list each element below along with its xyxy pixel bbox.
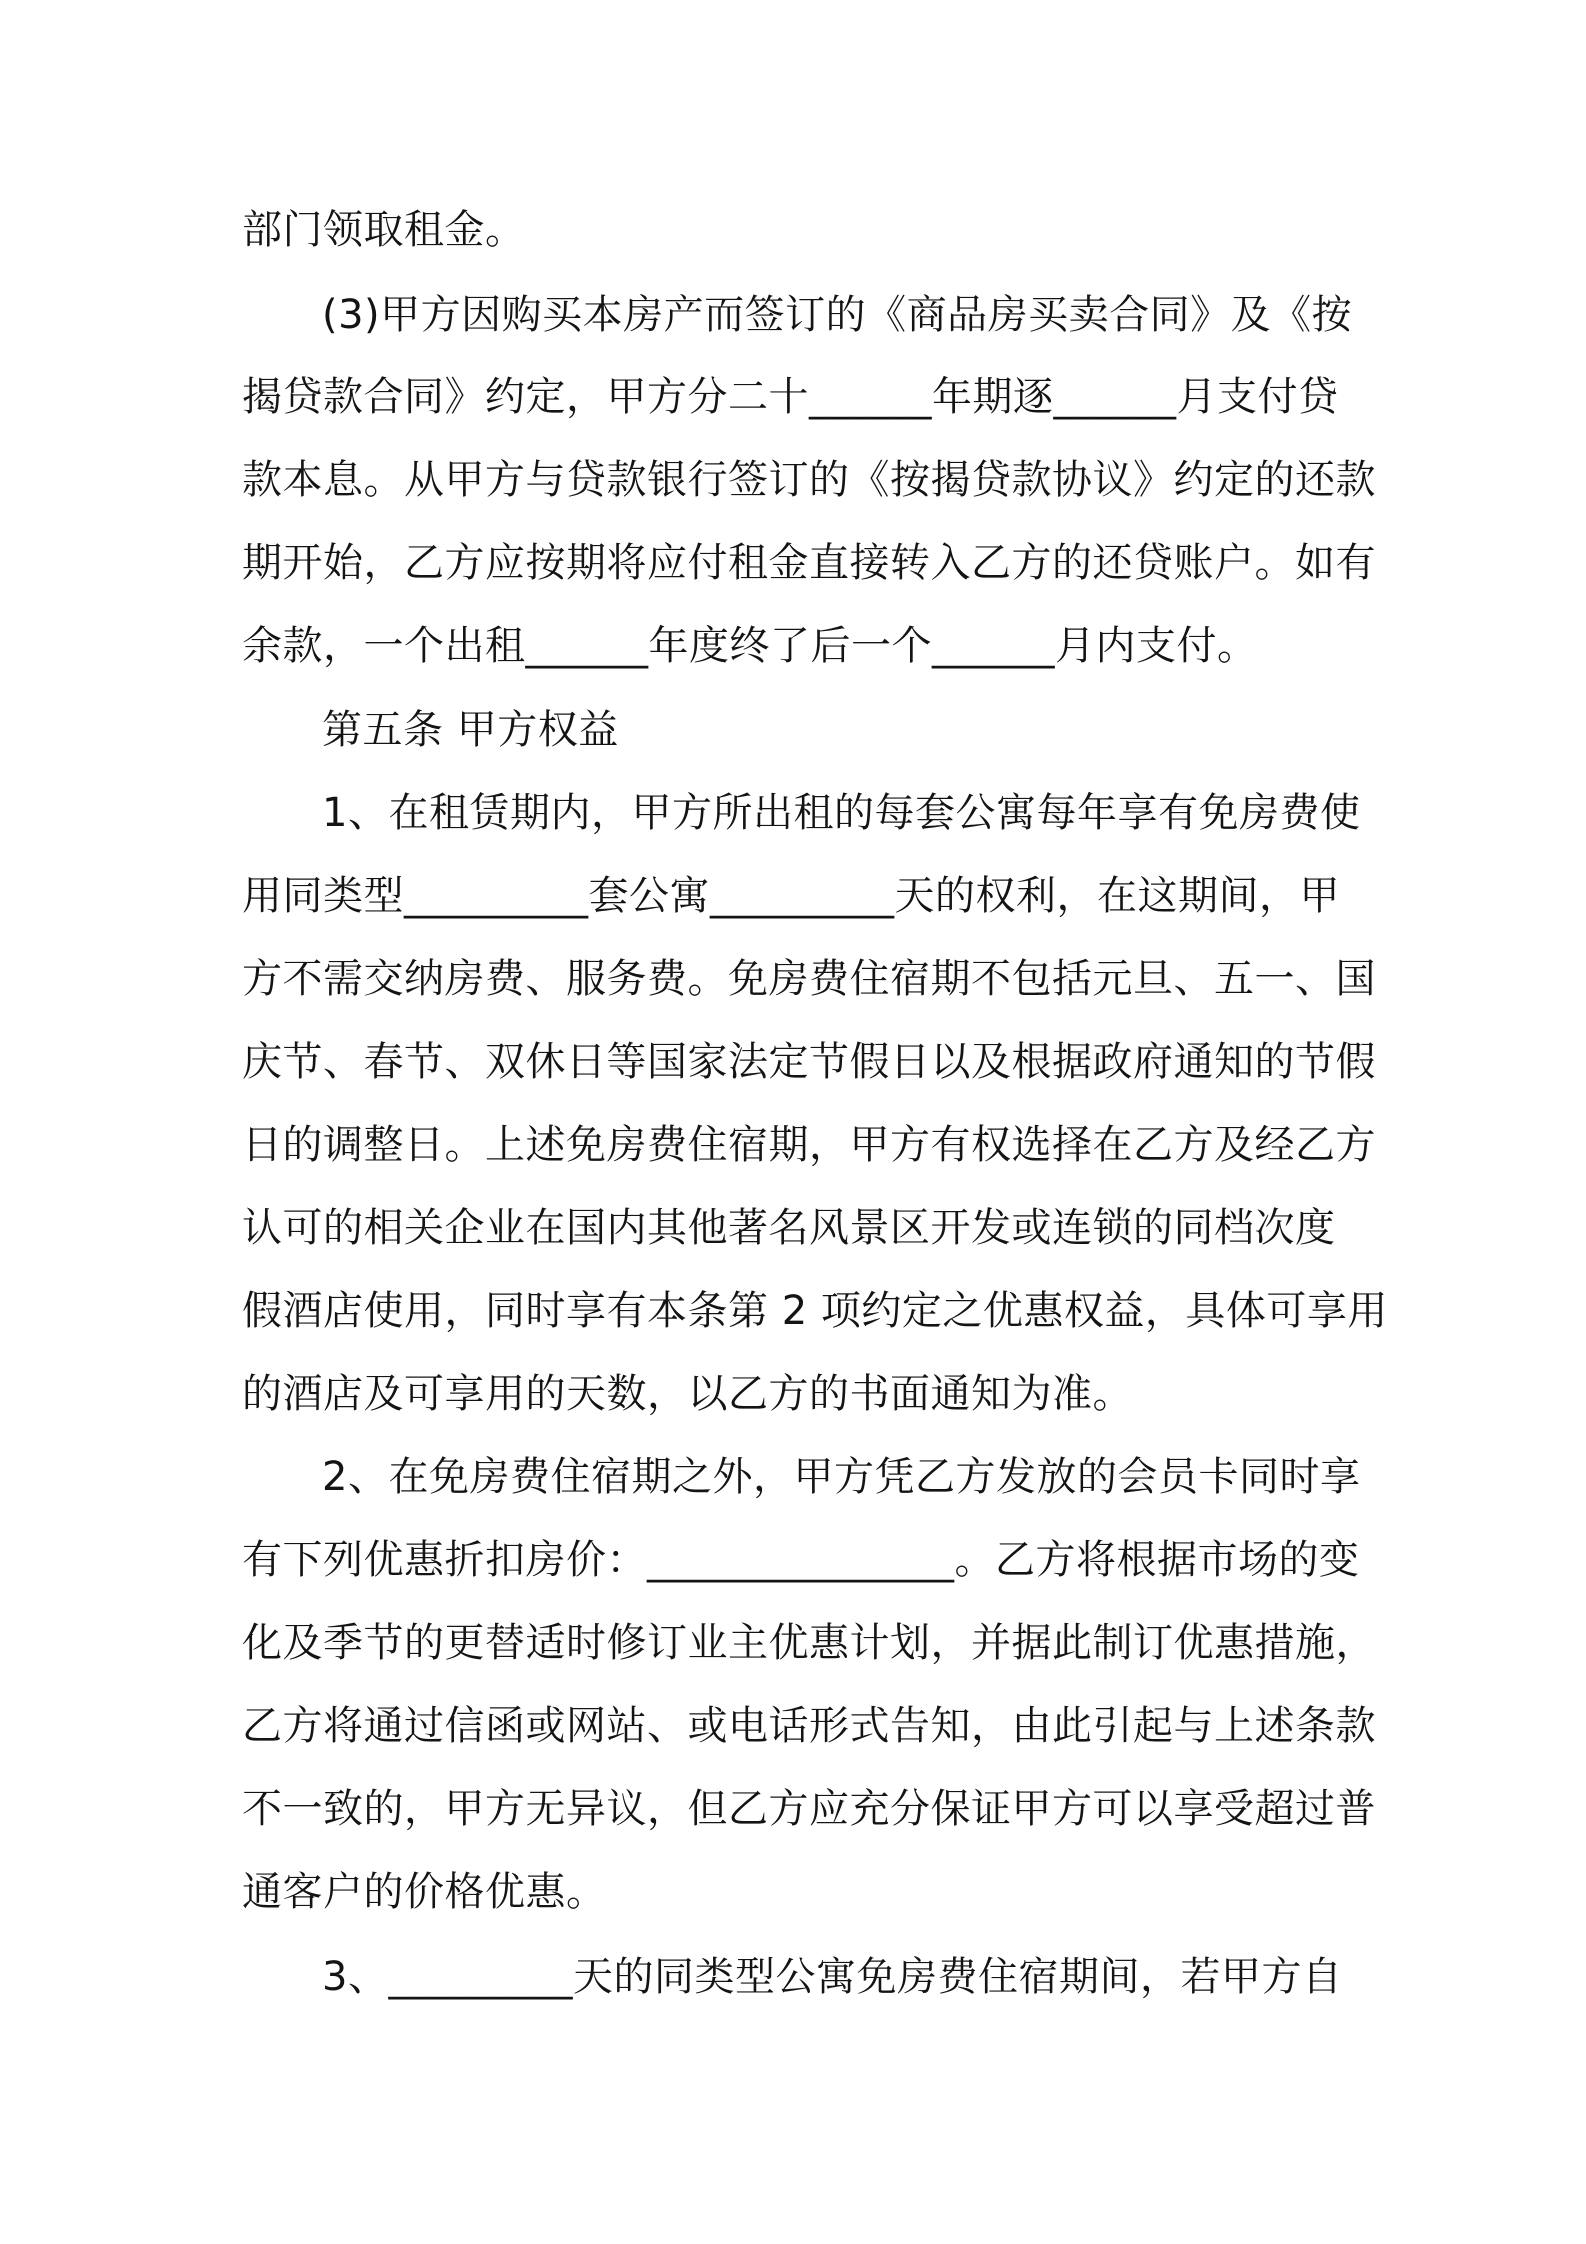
text-line: 有下列优惠折扣房价：_______________。乙方将根据市场的变	[242, 1537, 1360, 1583]
text-line: 用同类型_________套公寓_________天的权利，在这期间，甲	[242, 873, 1340, 919]
text-line: (3)甲方因购买本房产而签订的《商品房买卖合同》及《按	[322, 292, 1353, 338]
text-line: 日的调整日。上述免房费住宿期，甲方有权选择在乙方及经乙方	[242, 1122, 1376, 1168]
text-line: 不一致的，甲方无异议，但乙方应充分保证甲方可以享受超过普	[242, 1786, 1376, 1832]
text-line: 的酒店及可享用的天数，以乙方的书面通知为准。	[242, 1371, 1133, 1417]
text-line: 通客户的价格优惠。	[242, 1869, 607, 1915]
text-line: 揭贷款合同》约定，甲方分二十______年期逐______月支付贷	[242, 374, 1339, 420]
text-line: 款本息。从甲方与贷款银行签订的《按揭贷款协议》约定的还款	[242, 457, 1376, 503]
text-line: 3、_________天的同类型公寓免房费住宿期间，若甲方自	[322, 1954, 1343, 2000]
text-line: 假酒店使用，同时享有本条第 2 项约定之优惠权益，具体可享用	[242, 1288, 1388, 1334]
text-line: 1、在租赁期内，甲方所出租的每套公寓每年享有免房费使	[322, 790, 1361, 836]
text-line: 余款，一个出租______年度终了后一个______月内支付。	[242, 623, 1258, 669]
text-line: 方不需交纳房费、服务费。免房费住宿期不包括元旦、五一、国	[242, 956, 1376, 1002]
text-line: 乙方将通过信函或网站、或电话形式告知，由此引起与上述条款	[242, 1703, 1376, 1749]
text-line: 部门领取租金。	[242, 207, 526, 253]
text-line: 庆节、春节、双休日等国家法定节假日以及根据政府通知的节假	[242, 1039, 1376, 1085]
text-line: 2、在免房费住宿期之外，甲方凭乙方发放的会员卡同时享	[322, 1454, 1361, 1500]
text-line: 认可的相关企业在国内其他著名风景区开发或连锁的同档次度	[242, 1205, 1336, 1251]
text-line: 化及季节的更替适时修订业主优惠计划，并据此制订优惠措施，	[242, 1620, 1376, 1666]
text-line: 期开始，乙方应按期将应付租金直接转入乙方的还贷账户。如有	[242, 540, 1376, 586]
section-heading: 第五条 甲方权益	[322, 707, 619, 753]
